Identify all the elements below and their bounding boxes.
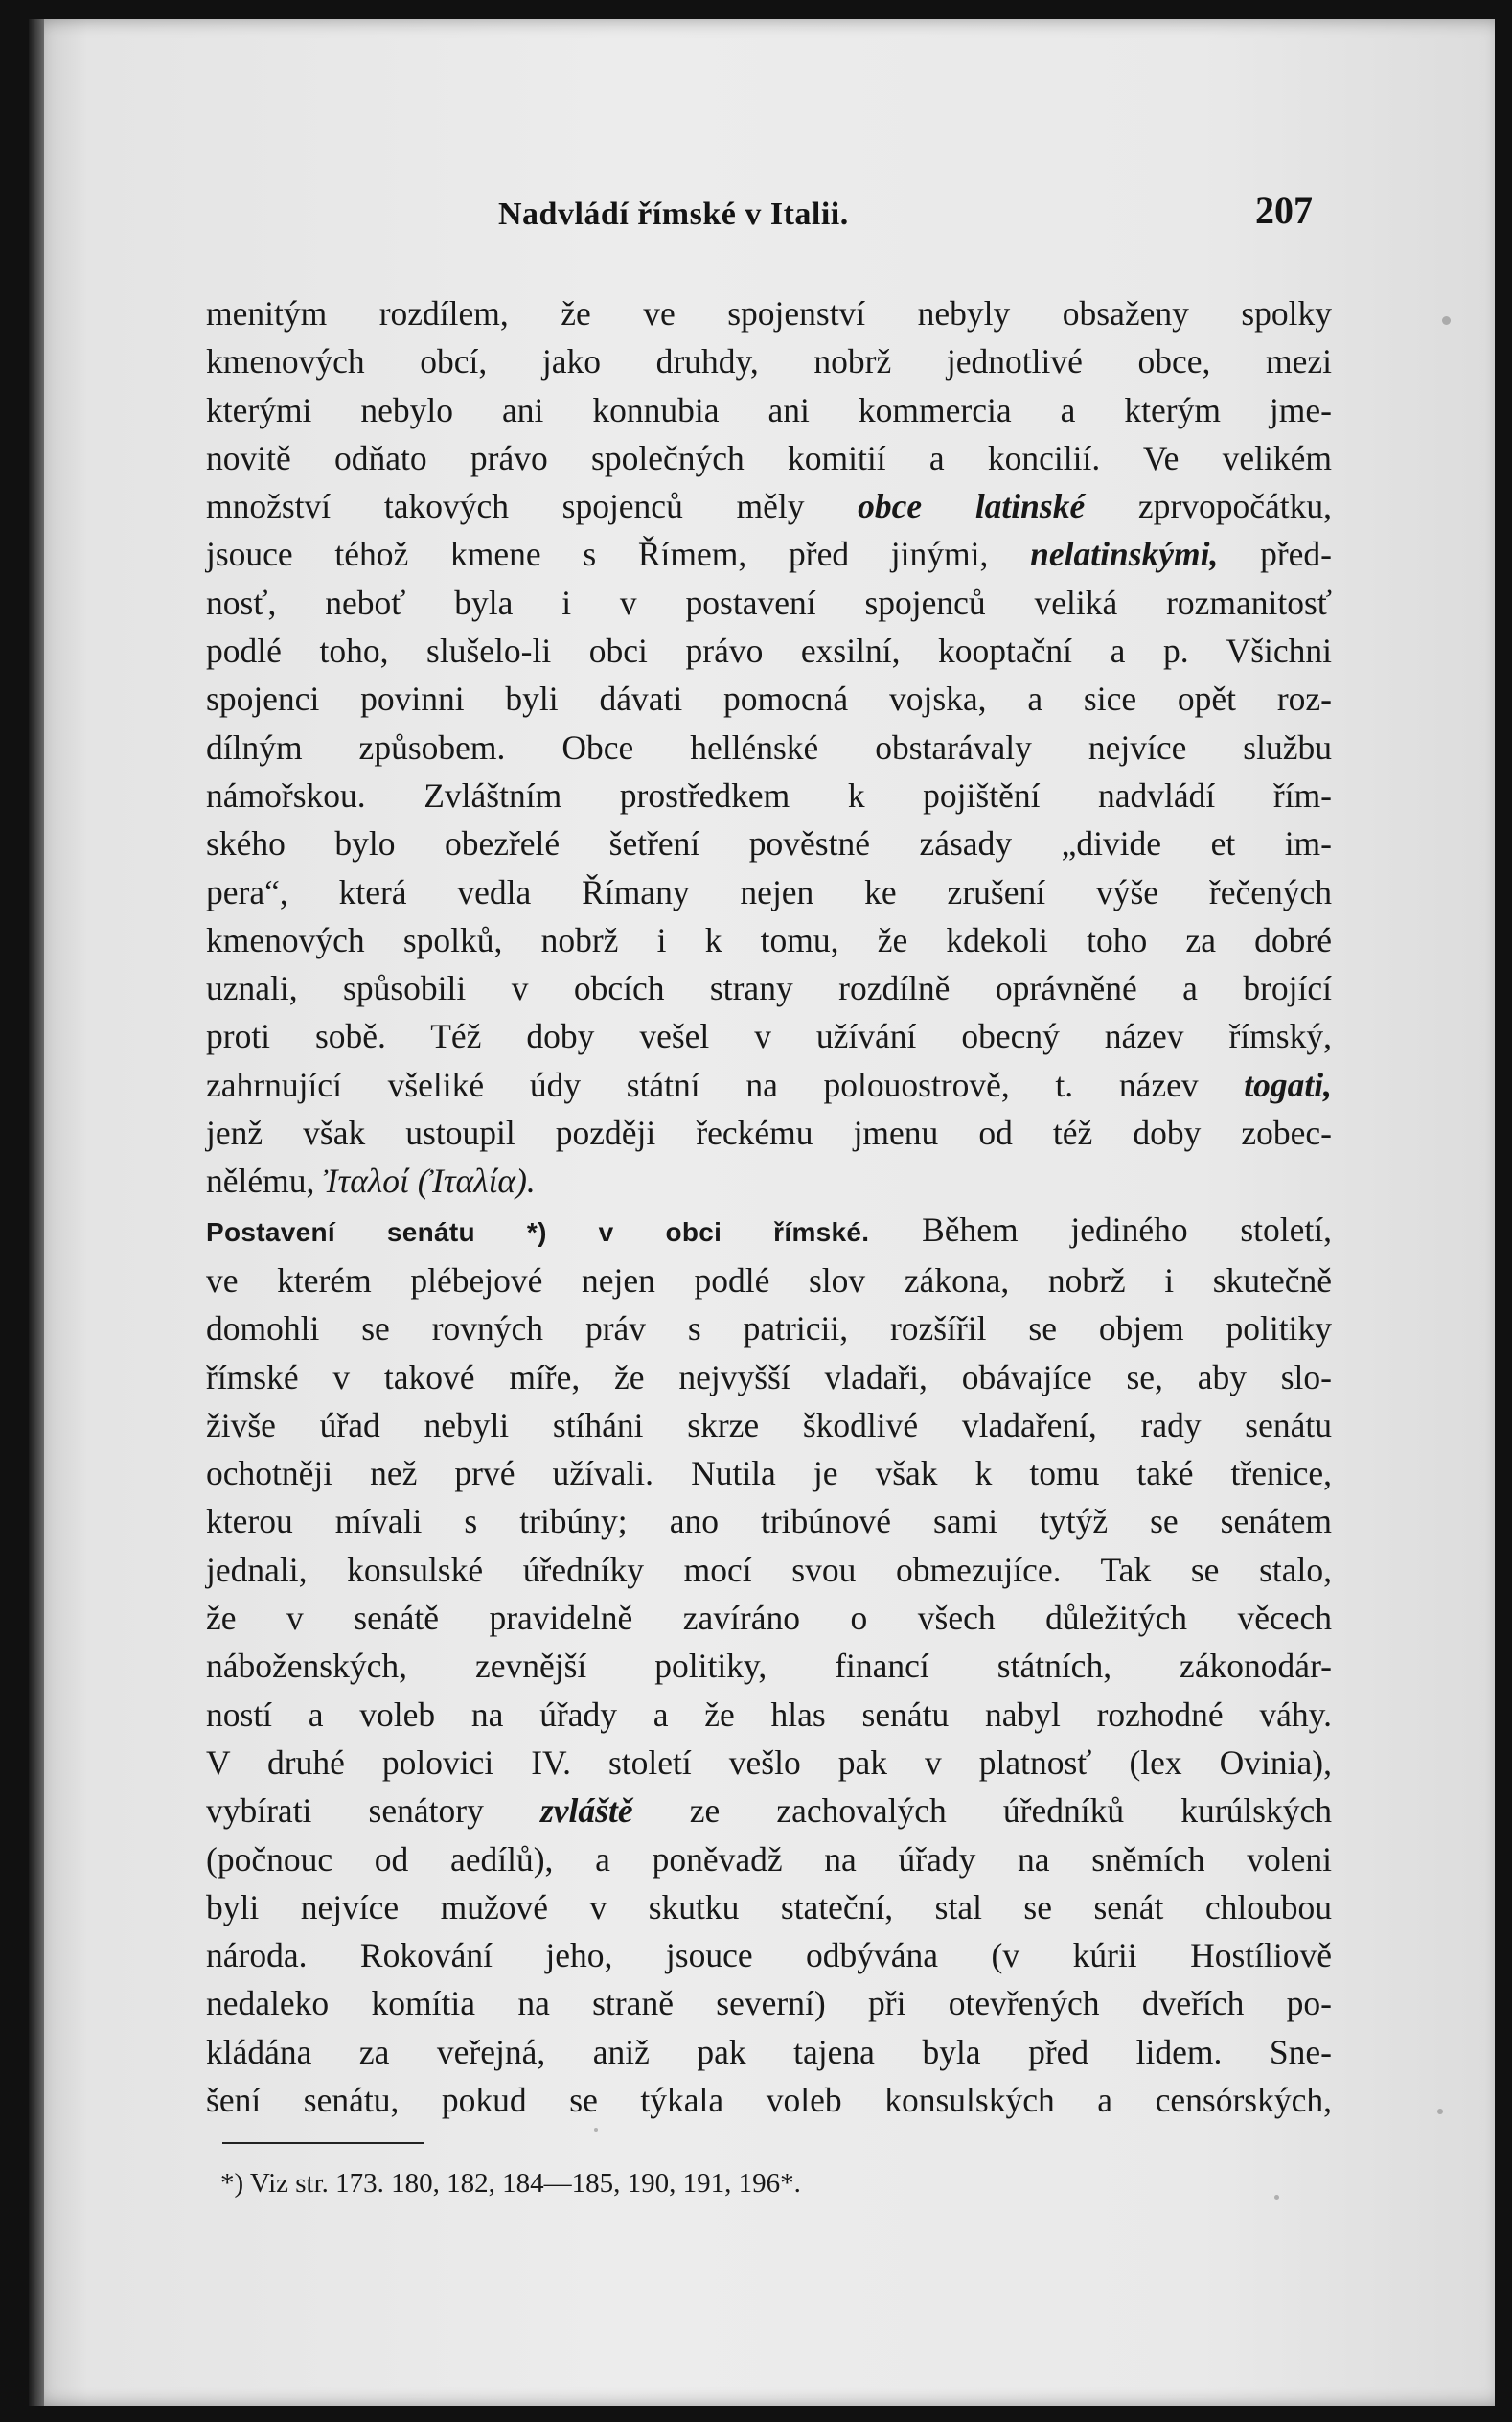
text-fragment: zahrnující všeliké údy státní na polouostrově, t. název xyxy=(206,1065,1245,1104)
text-line: kmenových spolků, nobrž i k tomu, že kdekoli toho za dobré xyxy=(206,920,1332,959)
text-line: kmenových obcí, jako druhdy, nobrž jednotlivé obce, mezi xyxy=(206,342,1332,381)
text-fragment: Během jediného století, xyxy=(869,1210,1332,1249)
emphasis-togati: togati, xyxy=(1244,1065,1332,1104)
body-text xyxy=(206,289,1332,2124)
text-fragment: ze zachovalých úředníků kurúlských xyxy=(632,1791,1333,1831)
greek-italoi: Ἰταλοί (Ἰταλία). xyxy=(323,1162,536,1201)
footnote: *) Viz str. 173. 180, 182, 184—185, 190, 191, 196*. xyxy=(220,2168,801,2199)
text-line: ve kterém plébejové nejen podlé slov zákona, nobrž i skutečně xyxy=(206,1260,1332,1300)
text-line xyxy=(206,530,1332,578)
text-line xyxy=(206,1157,1332,1205)
emphasis-nelatinskymi: nelatinskými, xyxy=(1030,535,1219,574)
text-line: (počnouc od aedílů), a poněvadž na úřady na sněmích voleni xyxy=(206,1839,1332,1879)
text-line: proti sobě. Též doby vešel v užívání obecný název římský, xyxy=(206,1017,1332,1056)
text-line: menitým rozdílem, že ve spojenství nebyly obsaženy spolky xyxy=(206,294,1332,333)
text-line: živše úřad nebyli stíháni skrze škodlivé vladaření, rady senátu xyxy=(206,1405,1332,1444)
text-line: V druhé polovici IV. století vešlo pak v platnosť (lex Ovinia), xyxy=(206,1742,1332,1782)
text-line: národa. Rokování jeho, jsouce odbývána (v kúrii Hostíliově xyxy=(206,1936,1332,1975)
text-line: uznali, spůsobili v obcích strany rozdílně oprávněné a brojící xyxy=(206,969,1332,1008)
page-number: 207 xyxy=(1255,189,1313,232)
text-fragment: jsouce téhož kmene s Římem, před jinými, xyxy=(206,535,1031,574)
text-line xyxy=(206,1787,1332,1834)
text-line: novitě odňato právo společných komitií a koncilií. Ve velikém xyxy=(206,438,1332,477)
text-line: jednali, konsulské úředníky mocí svou obmezujíce. Tak se stalo, xyxy=(206,1550,1332,1589)
text-line: pera“, která vedla Římany nejen ke zrušení výše řečených xyxy=(206,872,1332,911)
text-line: kterými nebylo ani konnubia ani kommercia a kterým jme- xyxy=(206,390,1332,429)
text-fragment: vybírati senátory xyxy=(206,1791,540,1831)
text-line: jenž však ustoupil později řeckému jmenu od též doby zobec- xyxy=(206,1114,1332,1153)
emphasis-zvlaste: zvláště xyxy=(539,1791,633,1831)
text-line: spojenci povinni byli dávati pomocná vojska, a sice opět roz- xyxy=(206,680,1332,719)
text-line: domohli se rovných práv s patricii, rozšířil se objem politiky xyxy=(206,1309,1332,1349)
text-line: byli nejvíce mužové v skutku stateční, stal se senát chloubou xyxy=(206,1887,1332,1926)
scan-speck xyxy=(1274,2195,1279,2200)
text-line: dílným způsobem. Obce hellénské obstarávaly nejvíce službu xyxy=(206,727,1332,767)
text-line: římské v takové míře, že nejvyšší vladaři, obávajíce se, aby slo- xyxy=(206,1357,1332,1396)
footnote-rule xyxy=(222,2142,424,2144)
text-line: ností a voleb na úřady a že hlas senátu nabyl rozhodné váhy. xyxy=(206,1695,1332,1734)
text-line: nedaleko komítia na straně severní) při otevřených dveřích po- xyxy=(206,1984,1332,2023)
text-line: podlé toho, slušelo-li obci právo exsilní, kooptační a p. Všichni xyxy=(206,632,1332,671)
text-fragment: množství takových spojenců měly xyxy=(206,487,859,526)
scan-speck xyxy=(1442,316,1451,325)
text-line: šení senátu, pokud se týkala voleb konsulských a censórských, xyxy=(206,2080,1332,2119)
text-line: náboženských, zevnější politiky, financí státních, zákonodár- xyxy=(206,1647,1332,1686)
emphasis-obce-latinske: obce latinské xyxy=(858,487,1086,526)
text-fragment: nělému, xyxy=(206,1162,324,1201)
text-line: že v senátě pravidelně zavíráno o všech důležitých věcech xyxy=(206,1599,1332,1638)
text-line: kterou mívali s tribúny; ano tribúnové sami tytýž se senátem xyxy=(206,1502,1332,1541)
section-heading-line xyxy=(206,1206,1332,1257)
book-spine-shadow xyxy=(29,19,44,2406)
text-line: námořskou. Zvláštním prostředkem k pojištění nadvládí řím- xyxy=(206,775,1332,815)
running-title: Nadvládí římské v Italii. xyxy=(498,196,849,232)
scan-speck xyxy=(1437,2109,1443,2114)
text-line: kládána za veřejná, aniž pak tajena byla před lidem. Sne- xyxy=(206,2032,1332,2071)
text-line: nosť, neboť byla i v postavení spojenců veliká rozmanitosť xyxy=(206,583,1332,622)
text-line: ochotněji než prvé užívali. Nutila je však k tomu také třenice, xyxy=(206,1454,1332,1493)
scan-speck xyxy=(594,2128,598,2132)
section-heading: Postavení senátu *) v obci římské. xyxy=(206,1216,870,1247)
text-line: ského bylo obezřelé šetření pověstné zásady „divide et im- xyxy=(206,824,1332,864)
text-fragment: před- xyxy=(1218,535,1332,574)
text-line xyxy=(206,482,1332,530)
text-fragment: zprvopočátku, xyxy=(1085,487,1332,526)
text-line xyxy=(206,1061,1332,1109)
